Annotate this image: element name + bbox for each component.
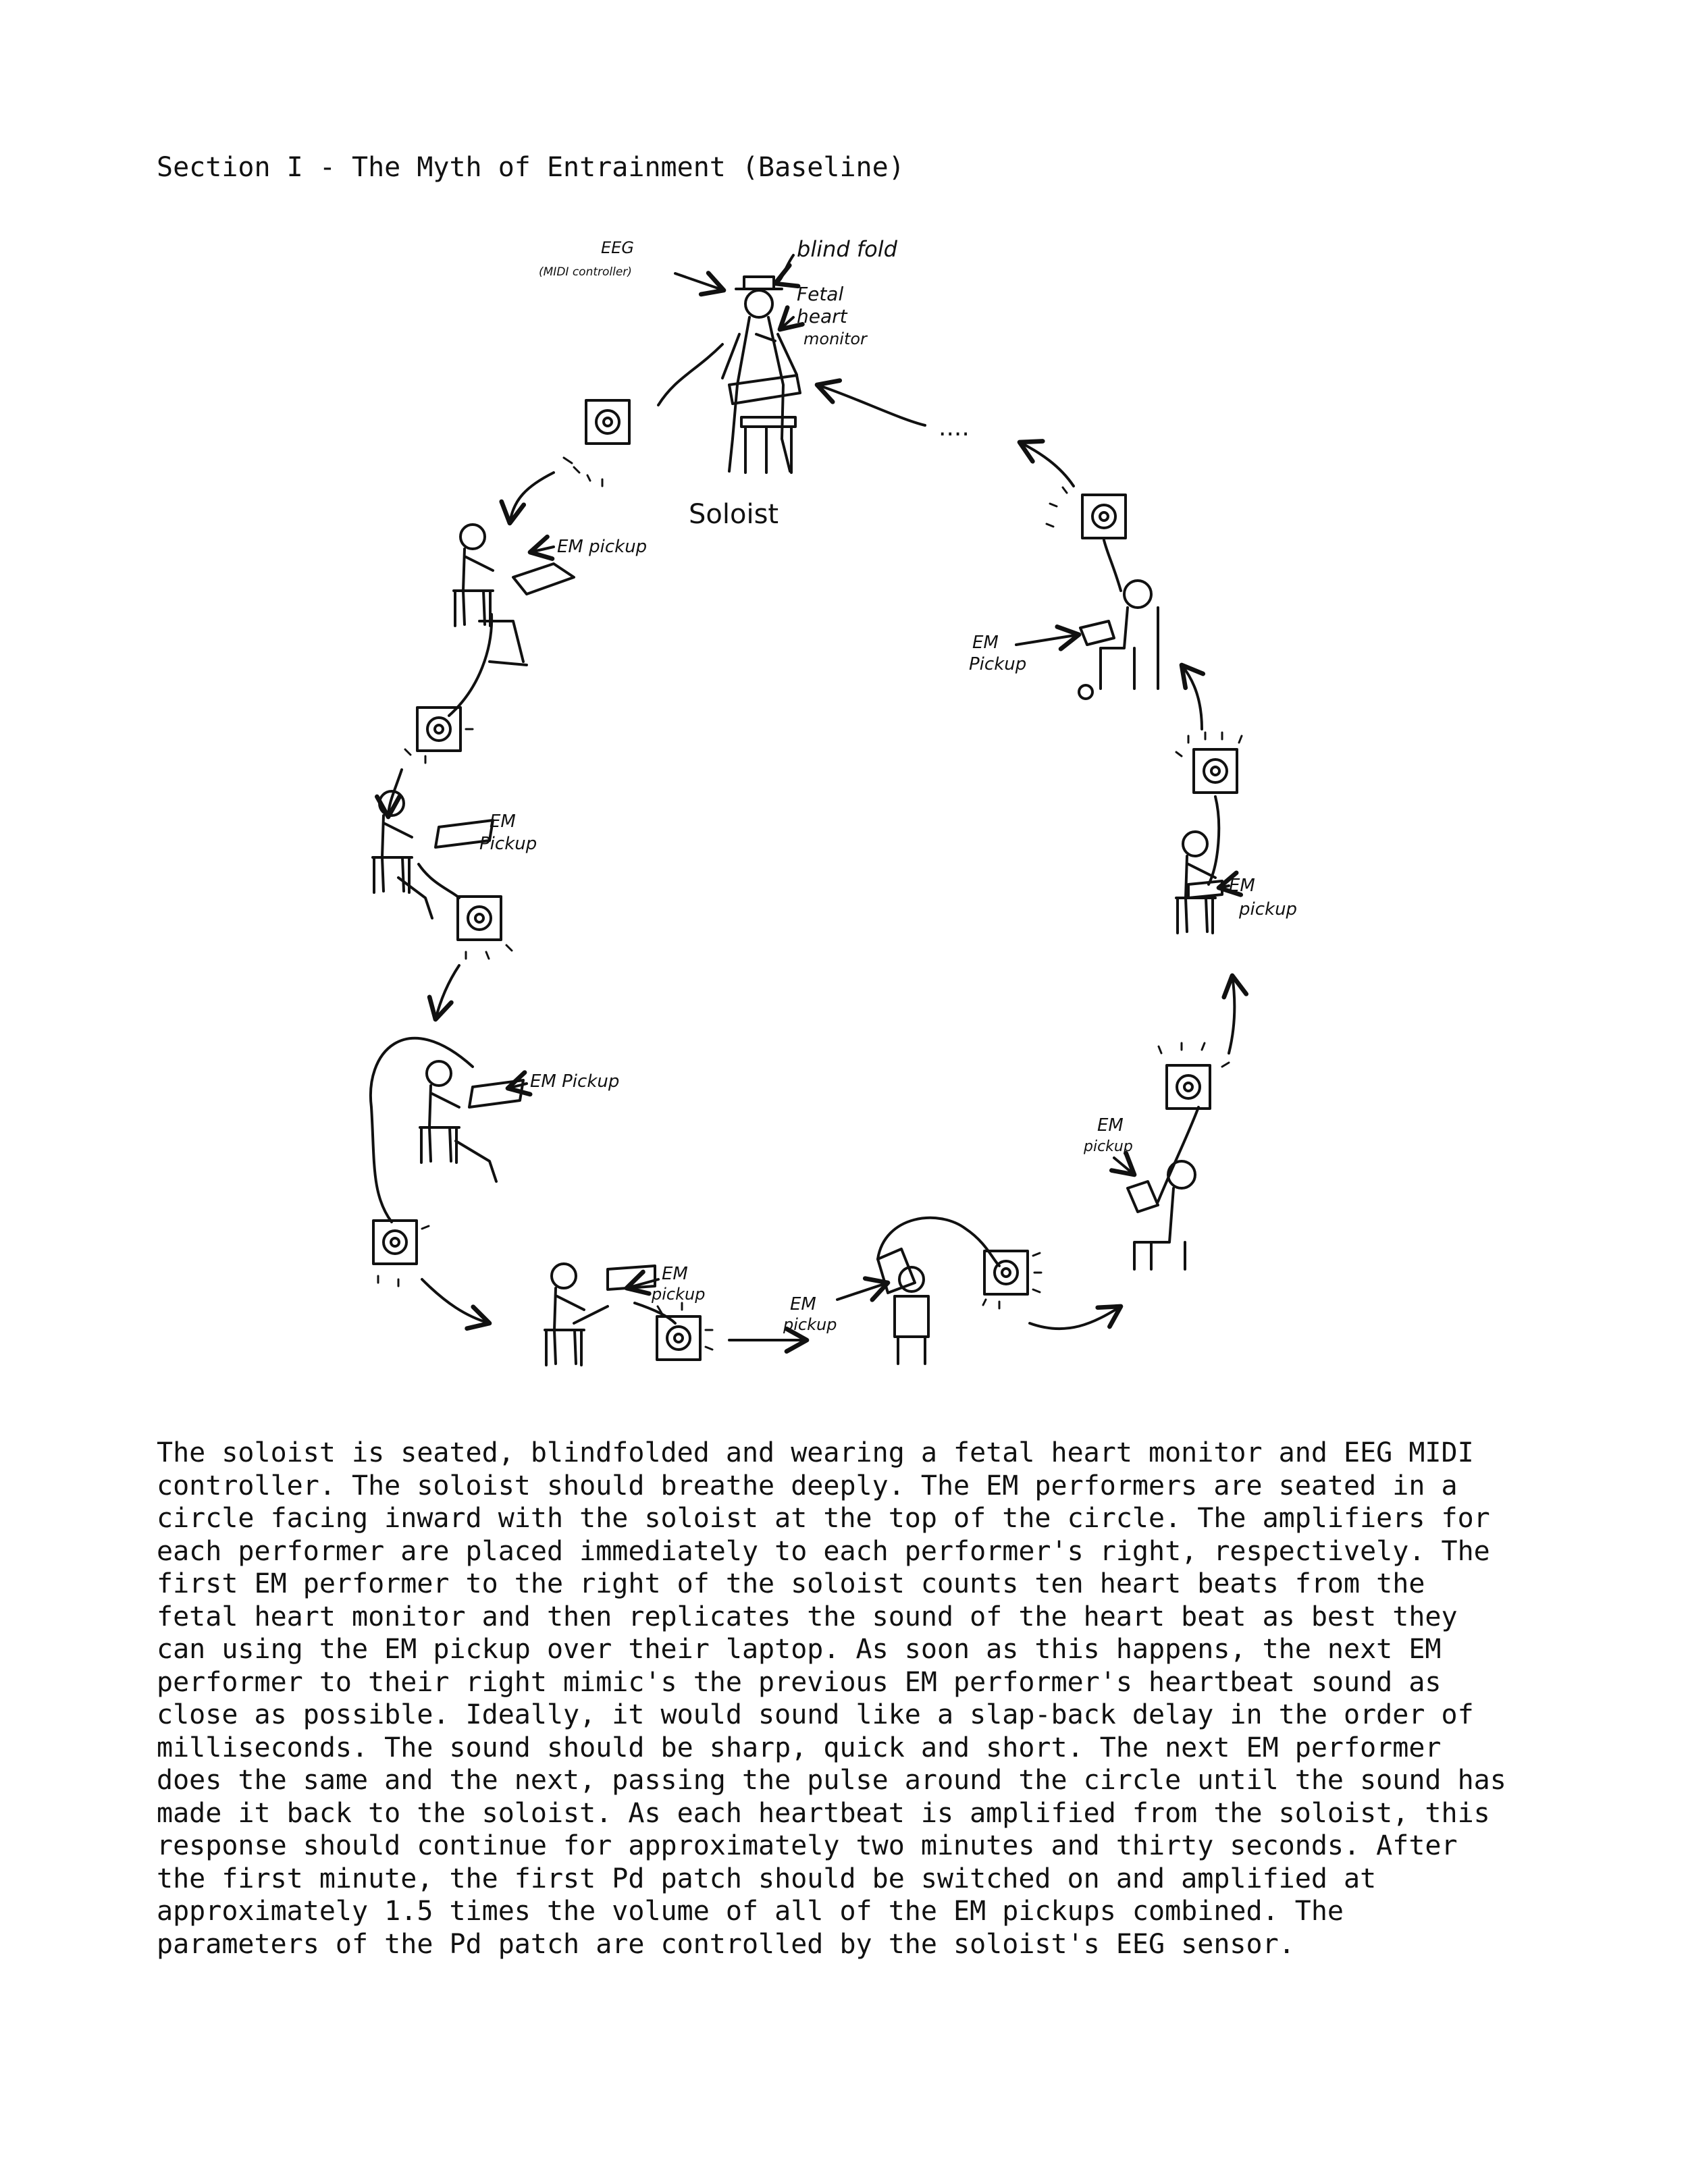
amp-6 [1167,1065,1210,1109]
amp-8 [1082,495,1126,538]
pickup-label-7: pickup [1239,899,1298,920]
paragraph-line: made it back to the soloist. As each heartbeat is amplified from the soloist, this [157,1797,1490,1829]
soloist-figure [658,277,800,473]
paragraph-line: milliseconds. The sound should be sharp, quick and short. The next EM performer [157,1732,1442,1763]
amp-5 [984,1251,1028,1294]
performer-circle-diagram [257,216,1377,1391]
em-label-4: EM [662,1264,688,1284]
pickup-label-6: pickup [1084,1138,1133,1155]
performer-3 [420,1061,523,1181]
section-heading: Section I - The Myth of Entrainment (Baseline) [157,152,905,183]
performer-5 [878,1218,999,1364]
performer-4 [545,1264,655,1365]
monitor-label: monitor [803,329,867,348]
eeg-label: EEG [601,238,634,257]
paragraph-line: fetal heart monitor and then replicates the sound of the heart beat as best they [157,1601,1458,1632]
paragraph-line: circle facing inward with the soloist at the top of the circle. The amplifiers for [157,1503,1490,1534]
paragraph-line: can using the EM pickup over their laptop. As soon as this happens, the next EM [157,1634,1442,1665]
amp-4 [657,1316,700,1360]
pickup-label-2: Pickup [479,834,537,854]
paragraph-line: performer to their right mimic's the previous EM performer's heartbeat sound as [157,1666,1442,1698]
heart-label: heart [797,305,847,327]
em-label-6: EM [1097,1115,1124,1136]
paragraph-line: parameters of the Pd patch are controlled by the soloist's EEG sensor. [157,1928,1295,1960]
soloist-amp [586,400,629,444]
paragraph-line: close as possible. Ideally, it would sound like a slap-back delay in the order of [157,1699,1474,1730]
pickup-label-4: pickup [652,1285,706,1304]
paragraph-line: does the same and the next, passing the pulse around the circle until the sound has [157,1765,1506,1796]
amp-3 [373,1221,417,1264]
continuation-ellipsis: .... [939,414,970,442]
performer-8 [1079,581,1158,699]
fetal-label: Fetal [797,283,844,305]
amp-1 [417,708,460,751]
em-label-2: EM [490,811,516,832]
pickup-label-8: Pickup [969,654,1027,674]
performer-2 [373,791,493,918]
paragraph-line: controller. The soloist should breathe deeply. The EM performers are seated in a [157,1470,1458,1501]
paragraph-line: the first minute, the first Pd patch should be switched on and amplified at [157,1863,1377,1894]
pickup-label-5: pickup [783,1315,837,1334]
em-pickup-label-1: EM pickup [557,537,648,557]
amp-7 [1194,749,1237,793]
em-pickup-label-3: EM Pickup [530,1071,620,1092]
blindfold-label: blind fold [797,236,897,262]
paragraph-line: first EM performer to the right of the soloist counts ten heart beats from the [157,1568,1425,1599]
paragraph-line: approximately 1.5 times the volume of all of the EM pickups combined. The [157,1896,1344,1927]
em-label-5: EM [790,1294,816,1314]
em-label-7: EM [1229,876,1255,896]
amp-2 [458,897,501,940]
paragraph-line: response should continue for approximately two minutes and thirty seconds. After [157,1830,1458,1861]
midi-controller-label: (MIDI controller) [539,265,632,279]
performer-1 [454,525,574,665]
soloist-label: Soloist [689,499,779,530]
description-paragraph [157,1437,1548,1961]
performer-7 [1176,832,1222,933]
paragraph-line: The soloist is seated, blindfolded and wearing a fetal heart monitor and EEG MIDI [157,1437,1474,1468]
paragraph-line: each performer are placed immediately to each performer's right, respectively. The [157,1535,1490,1567]
em-label-8: EM [972,633,999,653]
performer-6 [1128,1107,1198,1269]
